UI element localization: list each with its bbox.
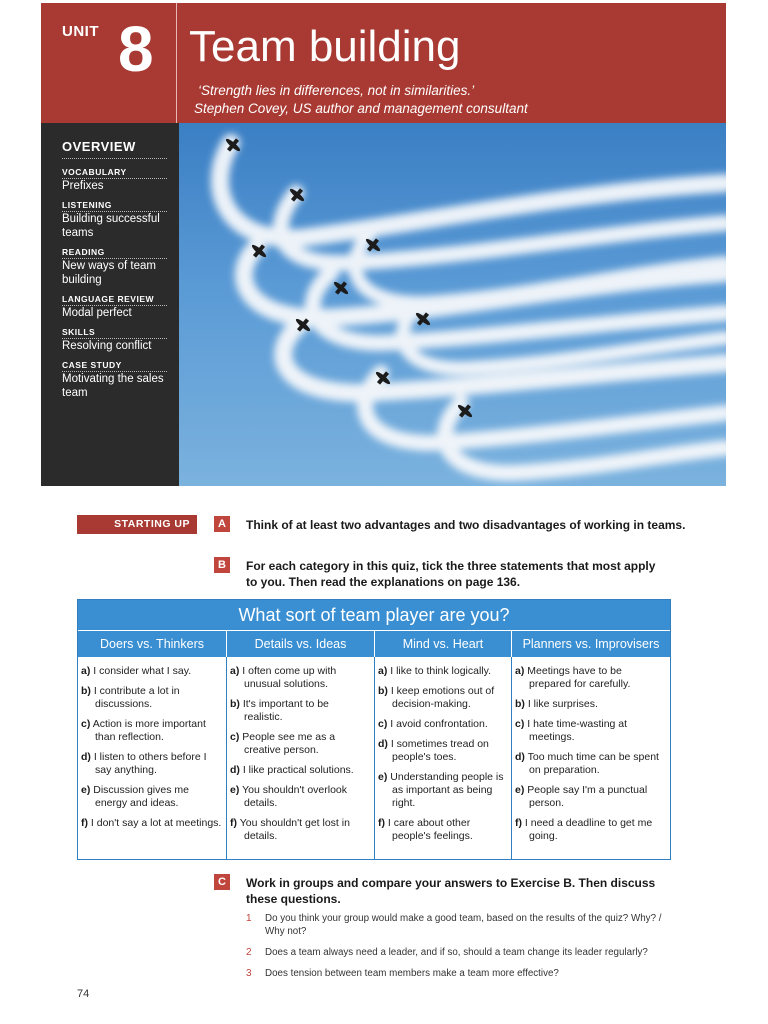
overview-item-language-review: [62, 294, 167, 320]
exercise-c-text: Work in groups and compare your answers to Exercise B. Then discuss these questions.: [246, 876, 656, 906]
overview-item-reading: [62, 247, 167, 287]
quiz-statement[interactable]: a) I consider what I say.: [81, 665, 192, 677]
overview-item-listening: [62, 200, 167, 240]
overview-item-skills: [62, 327, 167, 353]
starting-up-label: STARTING UP: [77, 515, 197, 534]
quiz-statement[interactable]: d) I sometimes tread on people's toes.: [378, 738, 489, 763]
quiz-statement[interactable]: d) I listen to others before I say anything.: [81, 751, 207, 776]
quiz-column-headers: [78, 630, 670, 657]
discussion-questions: [246, 912, 676, 988]
quiz-statement[interactable]: b) I contribute a lot in discussions.: [81, 685, 180, 710]
quiz-statement[interactable]: f) I care about other people's feelings.: [378, 817, 473, 842]
quiz-statement[interactable]: d) Too much time can be spent on preparation.: [515, 751, 659, 776]
discussion-question: [246, 946, 676, 959]
quiz-column-heading: Planners vs. Improvisers: [511, 631, 670, 657]
quiz-statement[interactable]: b) I like surprises.: [515, 698, 598, 710]
quiz-column-heading: Mind vs. Heart: [374, 631, 511, 657]
page-number: 74: [77, 988, 90, 1000]
overview-category: VOCABULARY: [62, 167, 167, 179]
quiz-statement[interactable]: c) Action is more important than reflection.: [81, 718, 206, 743]
overview-topic: New ways of team building: [62, 260, 156, 286]
quiz-statement[interactable]: a) I often come up with unusual solutions.: [230, 665, 337, 690]
quiz-statement[interactable]: f) You shouldn't get lost in details.: [230, 817, 350, 842]
overview-category: READING: [62, 247, 167, 259]
overview-category: SKILLS: [62, 327, 167, 339]
quiz-statement[interactable]: e) Discussion gives me energy and ideas.: [81, 784, 189, 809]
quote-text: ‘Strength lies in differences, not in similarities.’: [198, 83, 475, 98]
quiz-statement[interactable]: f) I don't say a lot at meetings.: [81, 817, 222, 829]
discussion-question: [246, 912, 676, 938]
question-text: Do you think your group would make a good team, based on the results of the quiz? Why? / Why not?: [265, 913, 662, 937]
unit-title: Team building: [189, 22, 461, 71]
exercise-a-badge: A: [214, 516, 230, 532]
quiz-statement[interactable]: f) I need a deadline to get me going.: [515, 817, 653, 842]
overview-category: CASE STUDY: [62, 360, 167, 372]
quiz-statement[interactable]: e) You shouldn't overlook details.: [230, 784, 348, 809]
exercise-b-badge: B: [214, 557, 230, 573]
quiz-column-planners-improvisers: [511, 657, 670, 859]
exercise-c-badge: C: [214, 874, 230, 890]
overview-topic: Modal perfect: [62, 307, 132, 319]
overview-topic: Resolving conflict: [62, 340, 152, 352]
unit-box: [41, 3, 177, 123]
quiz-column-heading: Doers vs. Thinkers: [100, 637, 204, 651]
exercise-a-text: Think of at least two advantages and two disadvantages of working in teams.: [246, 518, 686, 532]
quiz-statement[interactable]: d) I like practical solutions.: [230, 764, 354, 776]
overview-topic: Prefixes: [62, 180, 104, 192]
overview-panel: [41, 123, 179, 486]
quote-author: Stephen Covey, US author and management consultant: [194, 101, 528, 116]
team-player-quiz: [77, 599, 671, 860]
overview-topic: Motivating the sales team: [62, 373, 164, 399]
jets-photo: [41, 123, 726, 486]
question-text: Does a team always need a leader, and if so, should a team change its leader regularly?: [265, 947, 648, 958]
question-number: 1: [246, 913, 252, 924]
quiz-title: What sort of team player are you?: [78, 600, 670, 630]
question-number: 2: [246, 947, 252, 958]
overview-topic: Building successful teams: [62, 213, 160, 239]
question-text: Does tension between team members make a team more effective?: [265, 968, 559, 979]
exercise-b-text: For each category in this quiz, tick the three statements that most apply to you. Then read the explanations on page 136.: [246, 559, 656, 589]
quiz-statement[interactable]: a) Meetings have to be prepared for carefully.: [515, 665, 631, 690]
quiz-statement[interactable]: c) People see me as a creative person.: [230, 731, 336, 756]
unit-header: [41, 3, 726, 123]
quiz-column-doers-thinkers: [78, 657, 226, 859]
question-number: 3: [246, 968, 252, 979]
quiz-statement[interactable]: e) Understanding people is as important as being right.: [378, 771, 504, 809]
quiz-statement[interactable]: e) People say I'm a punctual person.: [515, 784, 648, 809]
quiz-column-heading: Details vs. Ideas: [226, 631, 374, 657]
overview-item-vocabulary: [62, 167, 167, 193]
quiz-statement[interactable]: a) I like to think logically.: [378, 665, 492, 677]
quiz-statement[interactable]: c) I hate time-wasting at meetings.: [515, 718, 628, 743]
overview-heading: OVERVIEW: [62, 139, 167, 159]
quiz-column-mind-heart: [374, 657, 511, 859]
unit-label: UNIT: [62, 23, 99, 40]
overview-item-case-study: [62, 360, 167, 400]
quiz-body: [78, 657, 670, 859]
quiz-column-details-ideas: [226, 657, 374, 859]
unit-number: 8: [118, 13, 154, 85]
quiz-statement[interactable]: c) I avoid confrontation.: [378, 718, 488, 730]
overview-category: LANGUAGE REVIEW: [62, 294, 167, 306]
discussion-question: [246, 967, 676, 980]
quiz-statement[interactable]: b) It's important to be realistic.: [230, 698, 329, 723]
quiz-statement[interactable]: b) I keep emotions out of decision-making.: [378, 685, 495, 710]
overview-category: LISTENING: [62, 200, 167, 212]
